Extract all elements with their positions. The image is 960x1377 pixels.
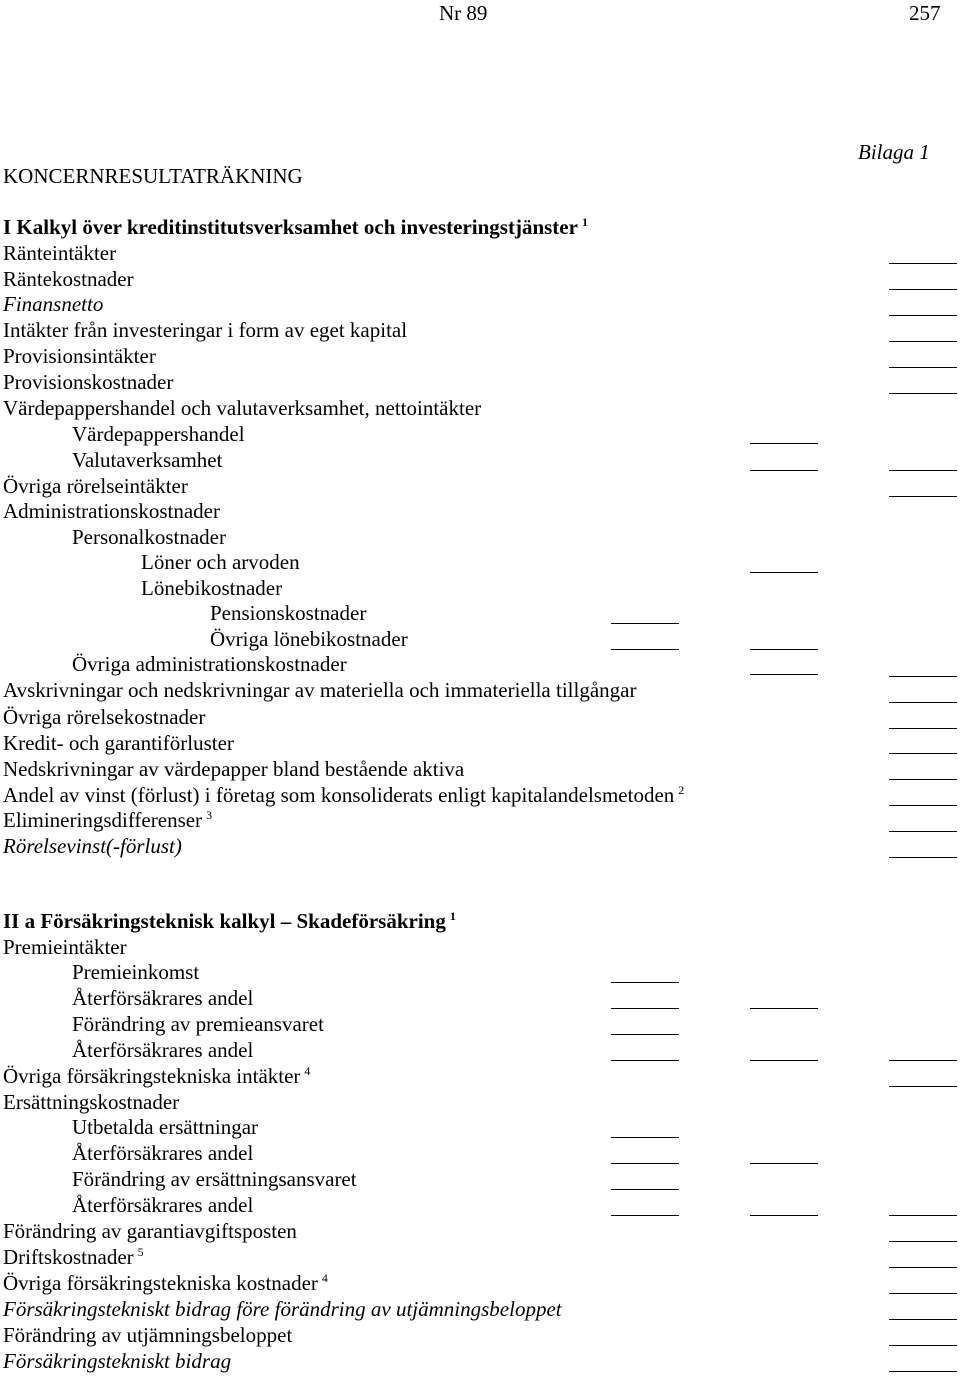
section-1-heading: I Kalkyl över kreditinstitutsverksamhet och investeringstjänster $^1$ bbox=[3, 215, 588, 239]
row-label: Återförsäkrares andel bbox=[72, 986, 254, 1010]
blank-line bbox=[889, 470, 957, 471]
row-label: Rörelsevinst(-förlust) bbox=[3, 834, 182, 858]
row-label: Förändring av garantiavgiftsposten bbox=[3, 1219, 297, 1243]
row-label: Personalkostnader bbox=[72, 525, 226, 549]
row-label: Återförsäkrares andel bbox=[72, 1193, 254, 1217]
row-label: Administrationskostnader bbox=[3, 499, 220, 523]
blank-line bbox=[611, 1215, 679, 1216]
blank-line bbox=[611, 649, 679, 650]
row-label: Räntekostnader bbox=[3, 267, 134, 291]
row-label: Värdepappershandel bbox=[72, 422, 245, 446]
row-label: Övriga administrationskostnader bbox=[72, 652, 347, 676]
row-label: Försäkringstekniskt bidrag bbox=[3, 1349, 232, 1373]
row-label: Kredit- och garantiförluster bbox=[3, 731, 234, 755]
blank-line bbox=[611, 1060, 679, 1061]
appendix-label: Bilaga 1 bbox=[858, 140, 930, 164]
row-label: Övriga försäkringstekniska kostnader $^4$ bbox=[3, 1271, 328, 1295]
row-label: Övriga lönebikostnader bbox=[210, 627, 408, 651]
blank-line bbox=[750, 1060, 818, 1061]
row-label: Nedskrivningar av värdepapper bland bestående aktiva bbox=[3, 757, 465, 781]
blank-line bbox=[889, 831, 957, 832]
footnote-ref: 2 bbox=[678, 783, 685, 797]
row-label: Premieintäkter bbox=[3, 935, 127, 959]
row-label: Lönebikostnader bbox=[141, 576, 283, 600]
blank-line bbox=[889, 393, 957, 394]
row-label: Avskrivningar och nedskrivningar av materiella och immateriella tillgångar bbox=[3, 678, 637, 702]
blank-line bbox=[889, 341, 957, 342]
footnote-ref: 1 bbox=[449, 909, 456, 923]
footnote-ref: 4 bbox=[321, 1271, 328, 1285]
blank-line bbox=[889, 779, 957, 780]
row-label: Försäkringstekniskt bidrag före förändring av utjämningsbeloppet bbox=[3, 1297, 562, 1321]
blank-line bbox=[889, 1241, 957, 1242]
row-label: Pensionskostnader bbox=[210, 601, 367, 625]
row-label: Elimineringsdifferenser $^3$ bbox=[3, 808, 213, 832]
row-label: Ränteintäkter bbox=[3, 241, 117, 265]
row-label: Övriga rörelseintäkter bbox=[3, 474, 188, 498]
row-label: Återförsäkrares andel bbox=[72, 1141, 254, 1165]
header-number: Nr 89 bbox=[439, 1, 488, 25]
row-label: Värdepappershandel och valutaverksamhet, nettointäkter bbox=[3, 396, 482, 420]
blank-line bbox=[889, 1086, 957, 1087]
blank-line bbox=[889, 1345, 957, 1346]
footnote-ref: 5 bbox=[137, 1245, 144, 1259]
blank-line bbox=[889, 676, 957, 677]
blank-line bbox=[889, 753, 957, 754]
row-label: Driftskostnader $^5$ bbox=[3, 1245, 144, 1269]
row-label: Intäkter från investeringar i form av eget kapital bbox=[3, 318, 408, 342]
blank-line bbox=[889, 1060, 957, 1061]
blank-line bbox=[889, 315, 957, 316]
blank-line bbox=[750, 674, 818, 675]
blank-line bbox=[889, 728, 957, 729]
blank-line bbox=[889, 1319, 957, 1320]
blank-line bbox=[611, 1137, 679, 1138]
blank-line bbox=[611, 1189, 679, 1190]
row-label: Premieinkomst bbox=[72, 960, 200, 984]
blank-line bbox=[750, 572, 818, 573]
row-label: Övriga försäkringstekniska intäkter $^4$ bbox=[3, 1064, 311, 1088]
blank-line bbox=[889, 702, 957, 703]
section-2-heading: II a Försäkringsteknisk kalkyl – Skadeförsäkring $^1$ bbox=[3, 909, 456, 933]
blank-line bbox=[750, 443, 818, 444]
page-number: 257 bbox=[909, 1, 941, 25]
blank-line bbox=[889, 1215, 957, 1216]
footnote-ref: 4 bbox=[304, 1064, 311, 1078]
row-label: Förändring av premieansvaret bbox=[72, 1012, 324, 1036]
row-label: Återförsäkrares andel bbox=[72, 1038, 254, 1062]
blank-line bbox=[611, 1163, 679, 1164]
row-label: Löner och arvoden bbox=[141, 550, 300, 574]
blank-line bbox=[611, 623, 679, 624]
document-title: KONCERNRESULTATRÄKNING bbox=[3, 164, 303, 188]
blank-line bbox=[611, 1034, 679, 1035]
blank-line bbox=[750, 1163, 818, 1164]
blank-line bbox=[889, 289, 957, 290]
blank-line bbox=[889, 496, 957, 497]
blank-line bbox=[889, 263, 957, 264]
footnote-ref: 1 bbox=[581, 215, 588, 229]
row-label: Förändring av ersättningsansvaret bbox=[72, 1167, 357, 1191]
row-label: Övriga rörelsekostnader bbox=[3, 705, 206, 729]
blank-line bbox=[611, 1008, 679, 1009]
blank-line bbox=[750, 1215, 818, 1216]
blank-line bbox=[750, 470, 818, 471]
blank-line bbox=[889, 857, 957, 858]
row-label: Ersättningskostnader bbox=[3, 1090, 180, 1114]
blank-line bbox=[750, 1008, 818, 1009]
blank-line bbox=[750, 649, 818, 650]
blank-line bbox=[611, 982, 679, 983]
blank-line bbox=[889, 1293, 957, 1294]
blank-line bbox=[889, 1371, 957, 1372]
row-label: Provisionsintäkter bbox=[3, 344, 156, 368]
footnote-ref: 3 bbox=[206, 808, 213, 822]
row-label: Andel av vinst (förlust) i företag som konsoliderats enligt kapitalandelsmetoden $^2$ bbox=[3, 783, 685, 807]
row-label: Valutaverksamhet bbox=[72, 448, 223, 472]
row-label: Provisionskostnader bbox=[3, 370, 174, 394]
row-label: Utbetalda ersättningar bbox=[72, 1115, 259, 1139]
blank-line bbox=[889, 367, 957, 368]
blank-line bbox=[889, 1267, 957, 1268]
blank-line bbox=[889, 805, 957, 806]
row-label: Förändring av utjämningsbeloppet bbox=[3, 1323, 293, 1347]
row-label: Finansnetto bbox=[3, 292, 104, 316]
